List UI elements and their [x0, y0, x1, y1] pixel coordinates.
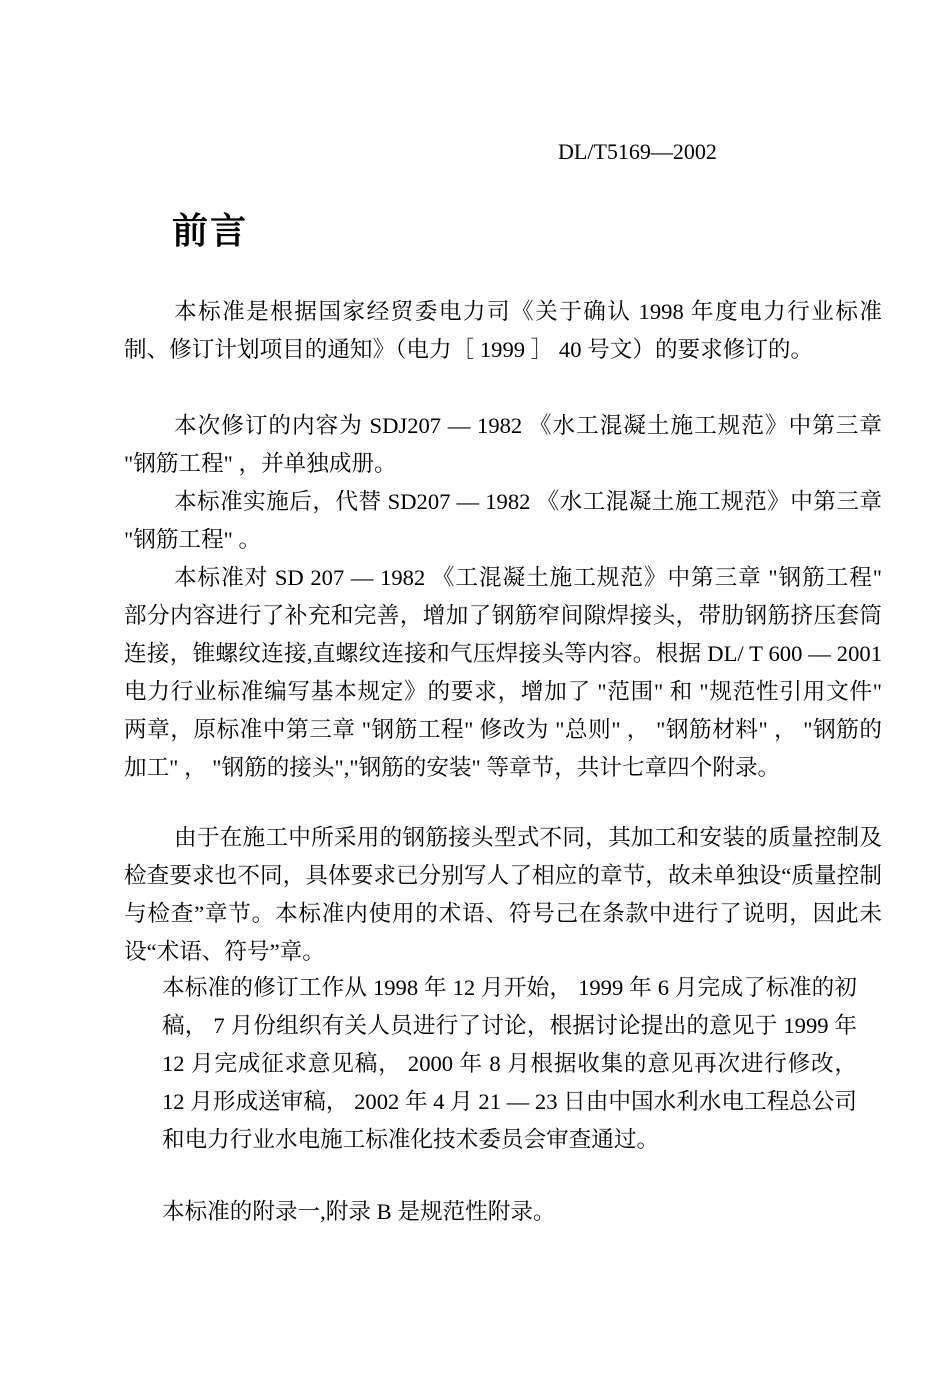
paragraph-4: 本标准对 SD 207 — 1982 《工混凝土施工规范》中第三章 "钢筋工程" 部分内容进行了补充和完善，增加了钢筋窄间隙焊接头，带肋钢筋挤压套筒连接，锥螺纹连接,直螺纹连接和气压焊接头等内容。根据 DL/ T 600 — 2001 电力行业标准编写基本规定》的要求，增加了 "范围" 和 "规范性引用文件" 两章，原标准中第三章 "钢筋工程" 修改为 "总则" ， "钢筋材料" ， "钢筋的加工" ， "钢筋的接头","钢筋的安装" 等章节，共计七章四个附录。	[124, 565, 882, 780]
document-code: DL/T5169—2002	[558, 139, 717, 164]
paragraph-6: 本标准的修订工作从 1998 年 12 月开始， 1999 年 6 月完成了标准的初稿， 7 月份组织有关人员进行了讨论，根据讨论提出的意见于 1999 年 12 月完成征求意见稿， 2000 年 8 月根据收集的意见再次进行修改， 12 月形成送审稿， 2002 年 4 月 21 — 23 日由中国水利水电工程总公司和电力行业水电施工标准化技术委员会审查通过。	[162, 975, 857, 1152]
paragraph-2: 本次修订的内容为 SDJ207 — 1982 《水工混凝土施工规范》中第三章 "钢筋工程" ，并单独成册。	[124, 413, 882, 476]
section-title: 前言	[172, 211, 249, 252]
paragraph-7: 本标准的附录一,附录 B 是规范性附录。	[162, 1199, 556, 1224]
paragraph-5: 由于在施工中所采用的钢筋接头型式不同，其加工和安装的质量控制及检查要求也不同，具体要求已分别写人了相应的章节，故未单独设“质量控制与检查”章节。本标准内使用的术语、符号己在条款中进行了说明，因此未设“术语、符号”章。	[124, 825, 882, 964]
paragraph-1: 本标准是根据国家经贸委电力司《关于确认 1998 年度电力行业标准制、修订计划项目的通知》（电力［ 1999 ］ 40 号文）的要求修订的。	[124, 299, 882, 362]
paragraph-3: 本标准实施后，代替 SD207 — 1982 《水工混凝土施工规范》中第三章 "钢筋工程" 。	[124, 489, 882, 552]
